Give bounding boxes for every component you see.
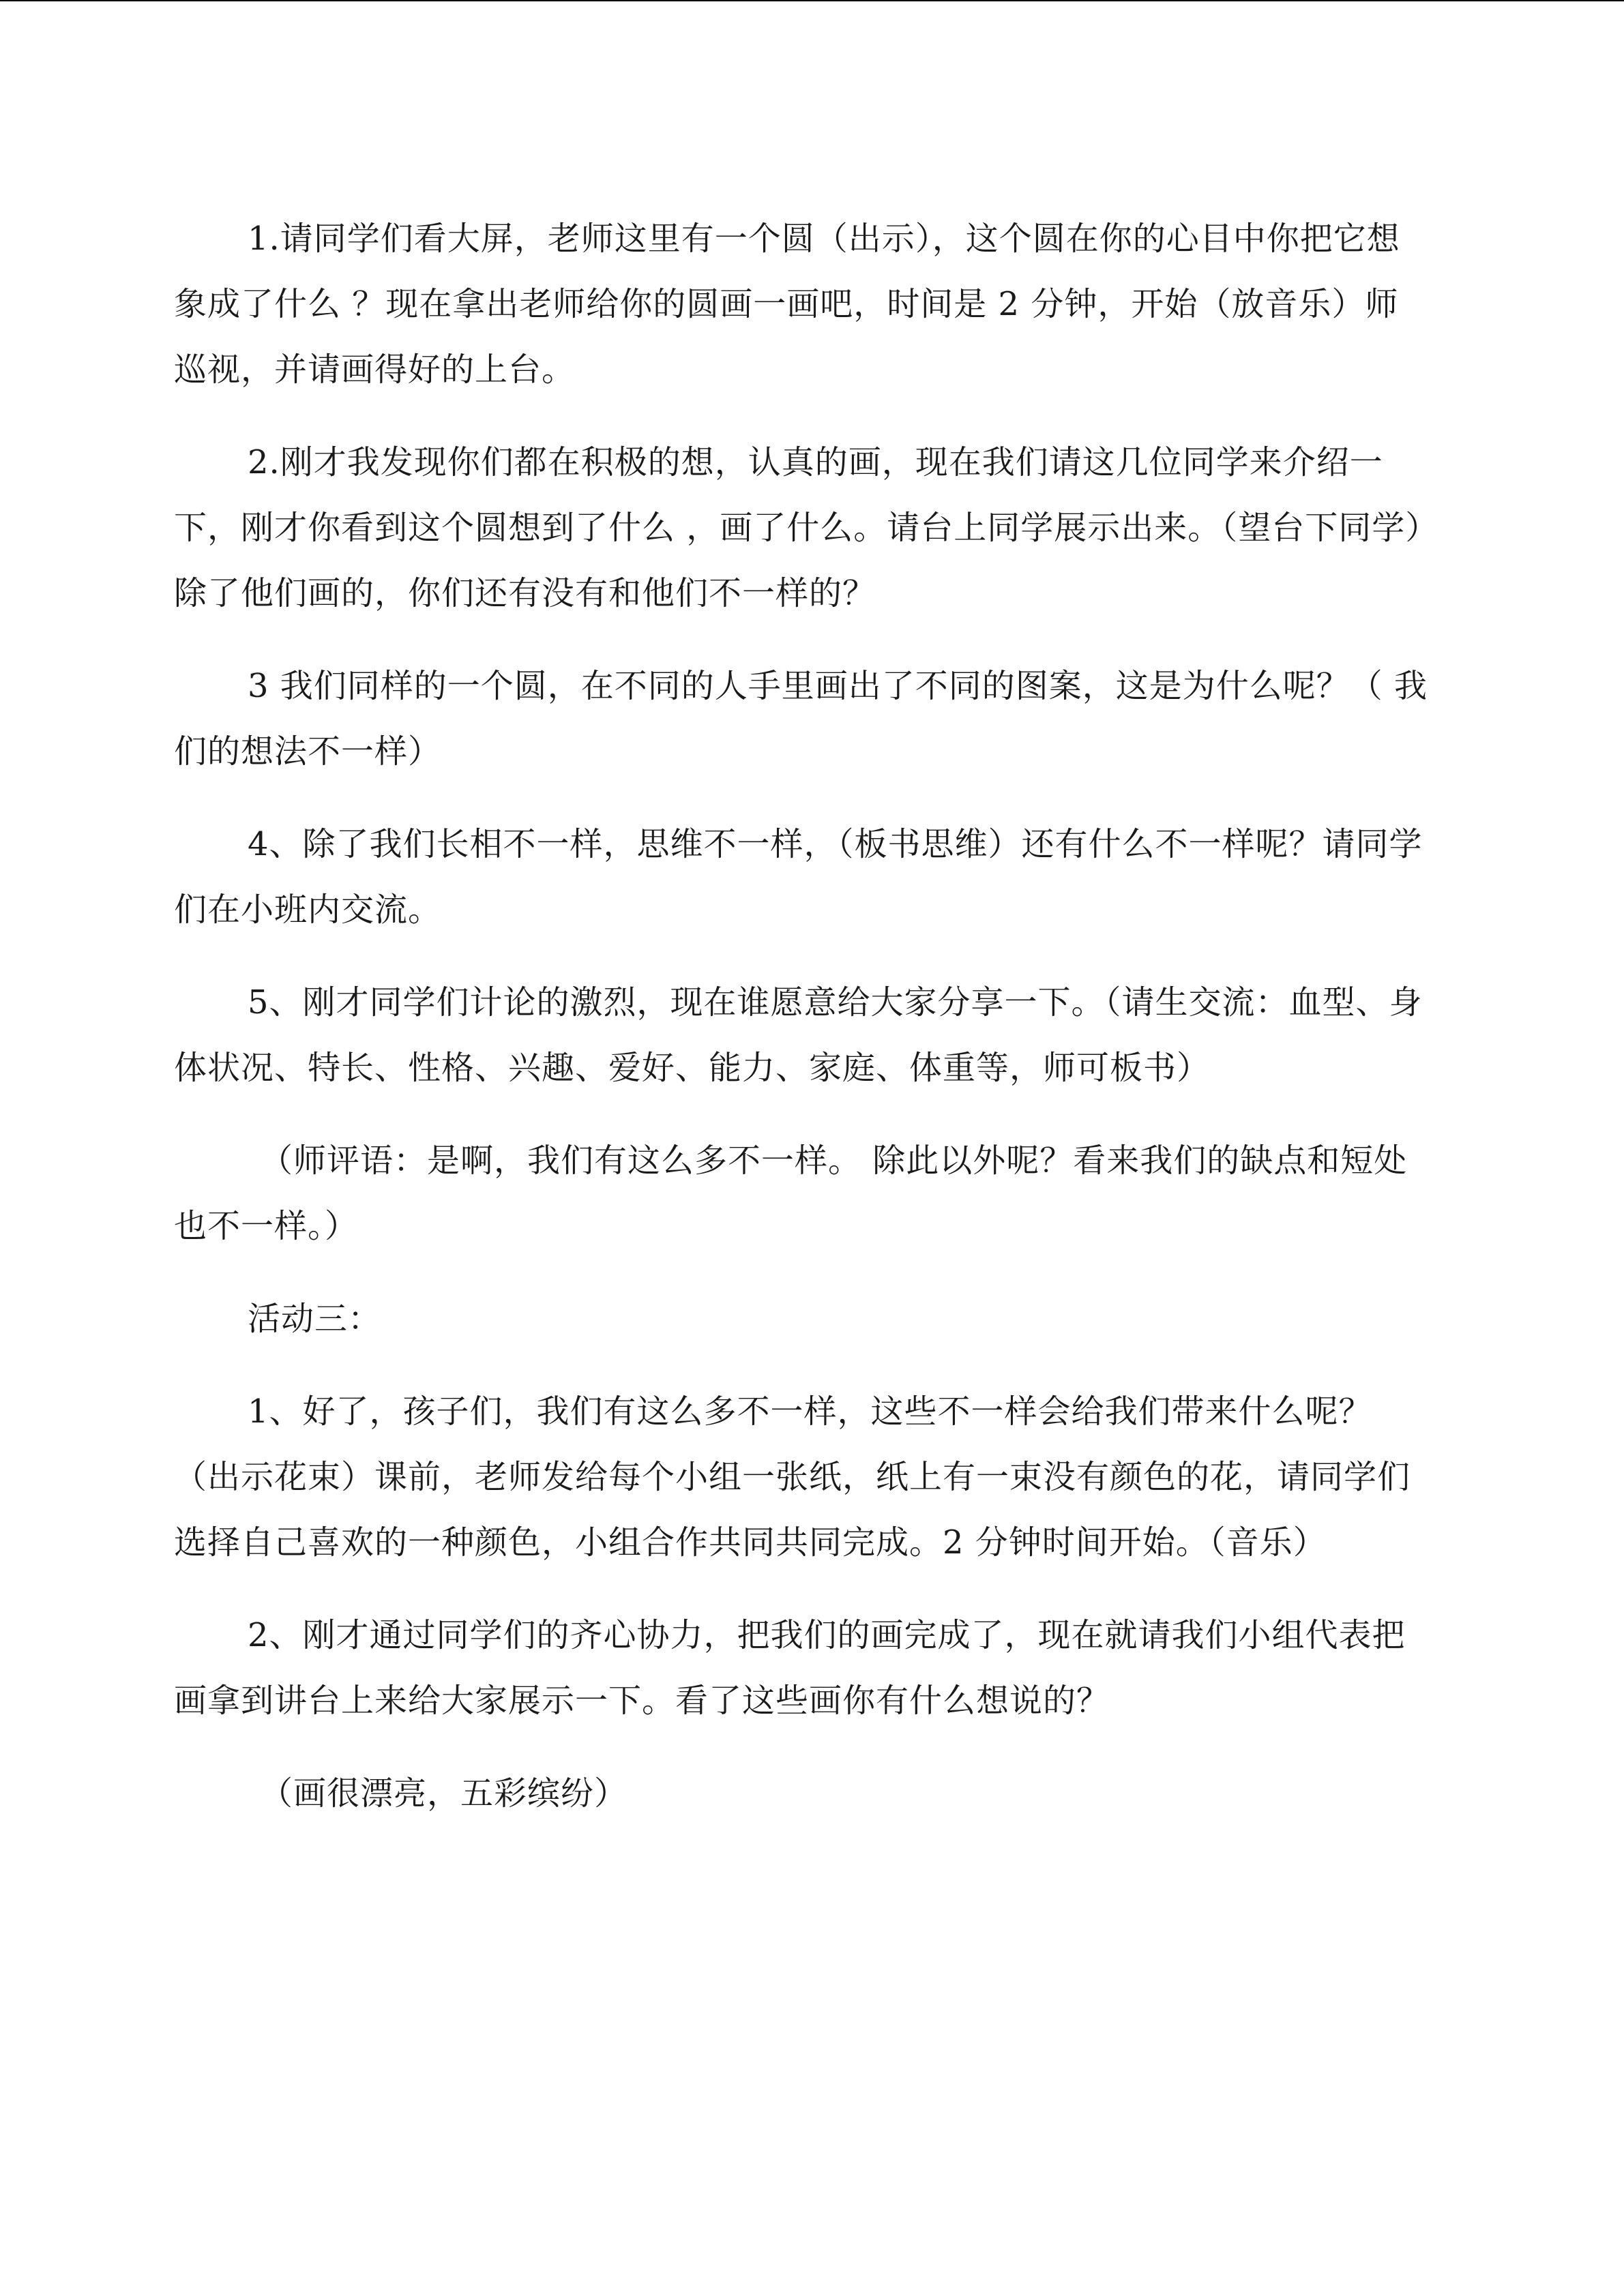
paragraph-activity-step-1: 1.请同学们看大屏，老师这里有一个圆（出示），这个圆在你的心目中你把它想象成了什么 ？现在拿出老师给你的圆画一画吧，时间是 2 分钟，开始（放音乐）师巡视，并请画得好的上台。 — [174, 220, 1400, 389]
paragraph-teacher-comment: （师评语：是啊，我们有这么多不一样。 除此以外呢？看来我们的缺点和短处也不一样。） — [174, 1142, 1408, 1245]
document-body — [174, 206, 1429, 1853]
section-heading-activity-three: 活动三： — [248, 1300, 382, 1338]
paragraph-student-response: （画很漂亮，五彩缤纷） — [260, 1774, 628, 1813]
paragraph-activity-step-4: 4、除了我们长相不一样，思维不一样，（板书思维）还有什么不一样呢？请同学们在小班内交流。 — [174, 825, 1423, 929]
paragraph-activity-three-step-2: 2、刚才通过同学们的齐心协力，把我们的画完成了，现在就请我们小组代表把画拿到讲台上来给大家展示一下。看了这些画你有什么想说的？ — [174, 1616, 1406, 1720]
paragraph-activity-three-step-1: 1、好了，孩子们，我们有这么多不一样，这些不一样会给我们带来什么呢？（出示花束）课前，老师发给每个小组一张纸，纸上有一束没有颜色的花，请同学们选择自己喜欢的一种颜色，小组合作共同共同完成。2 分钟时间开始。（音乐） — [174, 1392, 1411, 1562]
paragraph-activity-step-5: 5、刚才同学们计论的激烈，现在谁愿意给大家分享一下。（请生交流：血型、身体状况、特长、性格、兴趣、爱好、能力、家庭、体重等，师可板书） — [174, 983, 1423, 1087]
paragraph-activity-step-3: 3 我们同样的一个圆，在不同的人手里画出了不同的图案，这是为什么呢？（ 我们的想法不一样） — [174, 667, 1428, 771]
paragraph-activity-step-2: 2.刚才我发现你们都在积极的想，认真的画，现在我们请这几位同学来介绍一下，刚才你看到这个圆想到了什么 ，画了什么。请台上同学展示出来。（望台下同学）除了他们画的，你们还有没有和他们不一样的？ — [174, 443, 1423, 612]
